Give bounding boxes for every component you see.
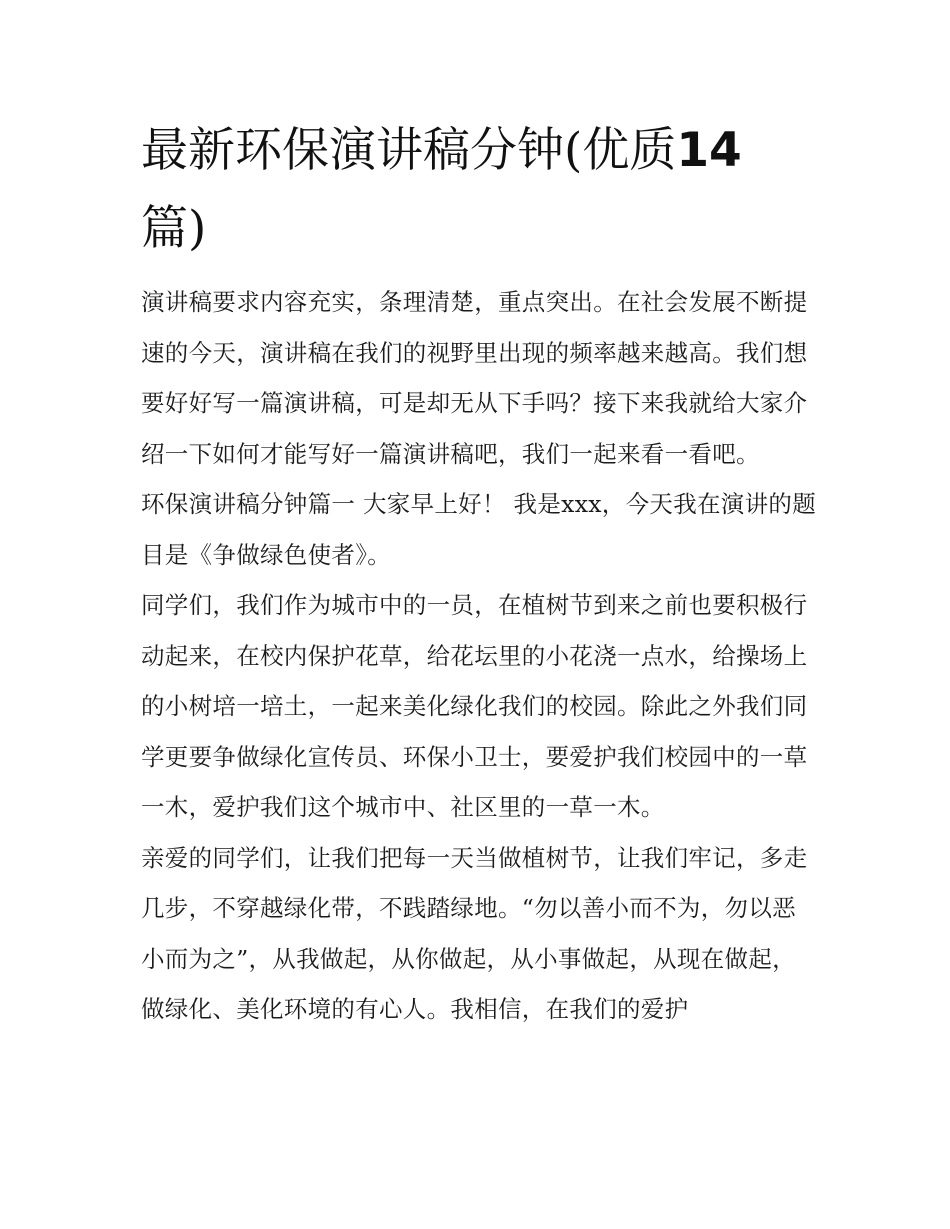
paragraph-intro: 演讲稿要求内容充实，条理清楚，重点突出。在社会发展不断提速的今天，演讲稿在我们的视野里出现的频率越来越高。我们想要好好写一篇演讲稿，可是却无从下手吗？接下来我就给大家介绍一下如何才能写好一篇演讲稿吧，我们一起来看一看吧。: [141, 288, 808, 468]
title-text: 最新环保演讲稿分钟(优质: [141, 123, 677, 178]
title-end: 篇): [141, 201, 207, 256]
document-title: [141, 112, 821, 268]
paragraph-speech-opening: 环保演讲稿分钟篇一 大家早上好！ 我是xxx，今天我在演讲的题目是《争做绿色使者》。: [141, 490, 816, 569]
document-body: [141, 277, 816, 1035]
paragraph-speech-body: 同学们，我们作为城市中的一员，在植树节到来之前也要积极行动起来，在校内保护花草，给花坛里的小花浇一点水，给操场上的小树培一培土，一起来美化绿化我们的校园。除此之外我们同学更要争做绿化宣传员、环保小卫士，要爱护我们校园中的一草一木，爱护我们这个城市中、社区里的一草一木。: [141, 591, 808, 821]
paragraph-speech-call: 亲爱的同学们，让我们把每一天当做植树节，让我们牢记，多走几步，不穿越绿化带，不践踏绿地。“勿以善小而不为，勿以恶小而为之”，从我做起，从你做起，从小事做起，从现在做起，做绿化、美化环境的有心人。我相信，在我们的爱护: [141, 843, 808, 1023]
title-number: 14: [676, 123, 742, 178]
